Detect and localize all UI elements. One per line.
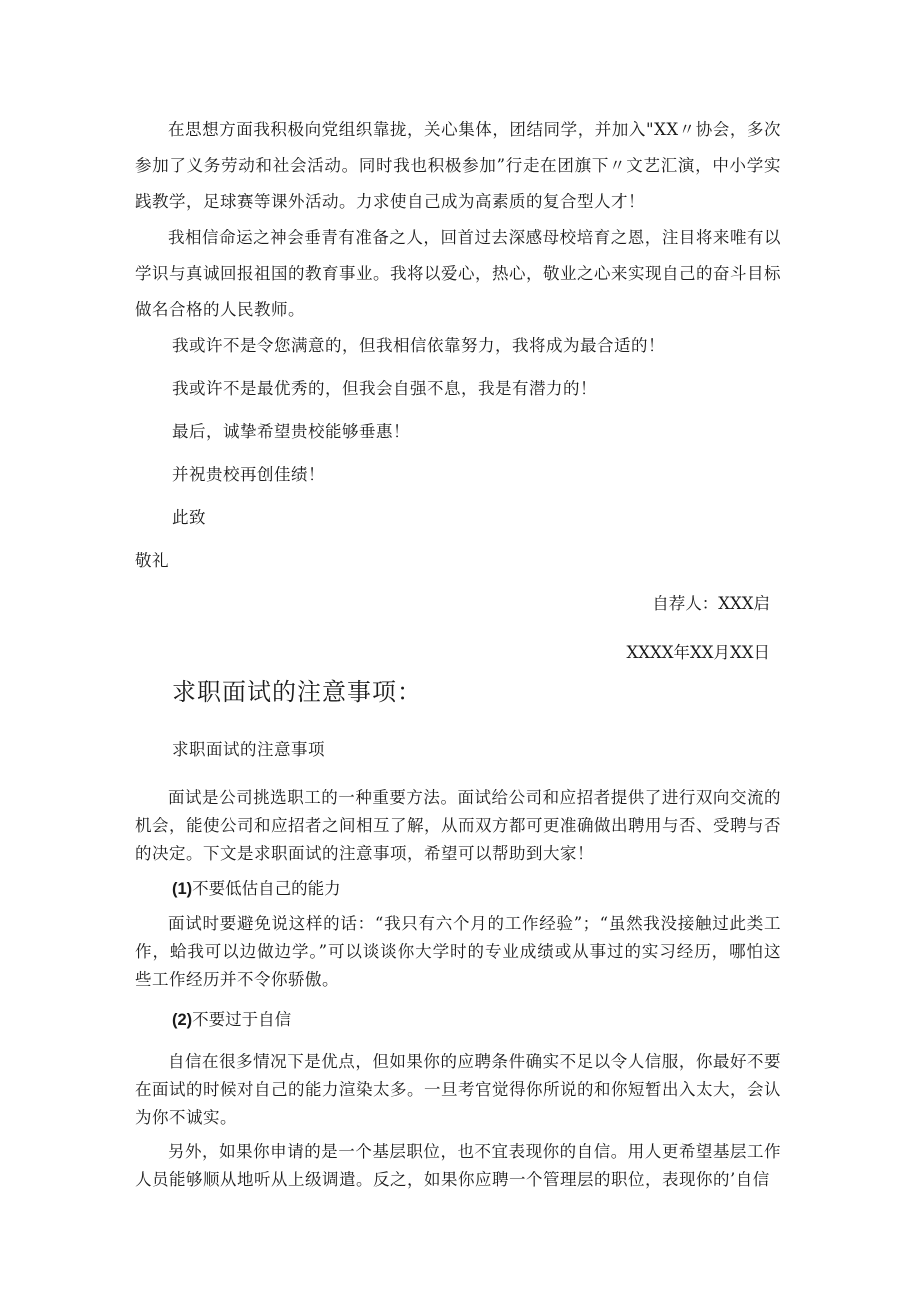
letter-line-4: 并祝贵校再创佳绩！ — [172, 465, 325, 484]
tip-2-heading — [172, 1008, 291, 1032]
letter-date: XXXX年XX月XX日 — [626, 643, 770, 662]
tip-1-body: 面试时要避免说这样的话：“我只有六个月的工作经验”；“虽然我没接触过此类工作，蛤我可以边做边学。”可以谈谈你大学时的专业成绩或从事过的实习经历，哪怕这些工作经历并不令你骄傲。 — [135, 914, 781, 989]
tip-1-number: (1) — [172, 880, 193, 898]
letter-signature: 自荐人：XXX启 — [652, 594, 770, 613]
article-intro: 面试是公司挑选职工的一种重要方法。面试给公司和应招者提供了进行双向交流的机会，能使公司和应招者之间相互了解，从而双方都可更准确做出聘用与否、受聘与否的决定。下文是求职面试的注意事项，希望可以帮助到大家！ — [135, 788, 781, 863]
tip-2-body: 自信在很多情况下是优点，但如果你的应聘条件确实不足以令人信服，你最好不要在面试的时候对自己的能力渲染太多。一旦考官觉得你所说的和你短暂出入太大，会认为你不诚实。 — [135, 1052, 781, 1127]
tip-2-title: 不要过于自信 — [192, 1010, 292, 1029]
tip-1-heading — [172, 877, 341, 901]
tip-1-title: 不要低估自己的能力 — [192, 879, 341, 898]
letter-line-2: 我或许不是最优秀的，但我会自强不息，我是有潜力的！ — [172, 379, 597, 398]
tip-2-number: (2) — [172, 1011, 193, 1029]
letter-closing: 此致 — [172, 508, 206, 527]
letter-line-3: 最后，诚挚希望贵校能够垂惠！ — [172, 422, 410, 441]
letter-salutation: 敬礼 — [135, 551, 169, 570]
article-subtitle: 求职面试的注意事项 — [172, 740, 325, 759]
letter-line-1: 我或许不是令您满意的，但我相信依靠努力，我将成为最合适的！ — [172, 336, 665, 355]
tip-2-body-continued: 另外，如果你申请的是一个基层职位，也不宜表现你的自信。用人更希望基层工作人员能够顺从地听从上级调遣。反之，如果你应聘一个管理层的职位，表现你的’自信 — [135, 1142, 781, 1189]
letter-paragraph-1: 在思想方面我积极向党组织靠拢，关心集体，团结同学，并加入"XX〃协会，多次参加了义务劳动和社会活动。同时我也积极参加”行走在团旗下〃文艺汇演，中小学实践教学，足球赛等课外活动。力求使自己成为高素质的复合型人才！ — [135, 120, 781, 211]
article-title: 求职面试的注意事项： — [172, 678, 422, 706]
letter-paragraph-2: 我相信命运之神会垂青有准备之人，回首过去深感母校培育之恩，注目将来唯有以学识与真诚回报祖国的教育事业。我将以爱心，热心，敬业之心来实现自己的奋斗目标做名合格的人民教师。 — [135, 228, 781, 319]
